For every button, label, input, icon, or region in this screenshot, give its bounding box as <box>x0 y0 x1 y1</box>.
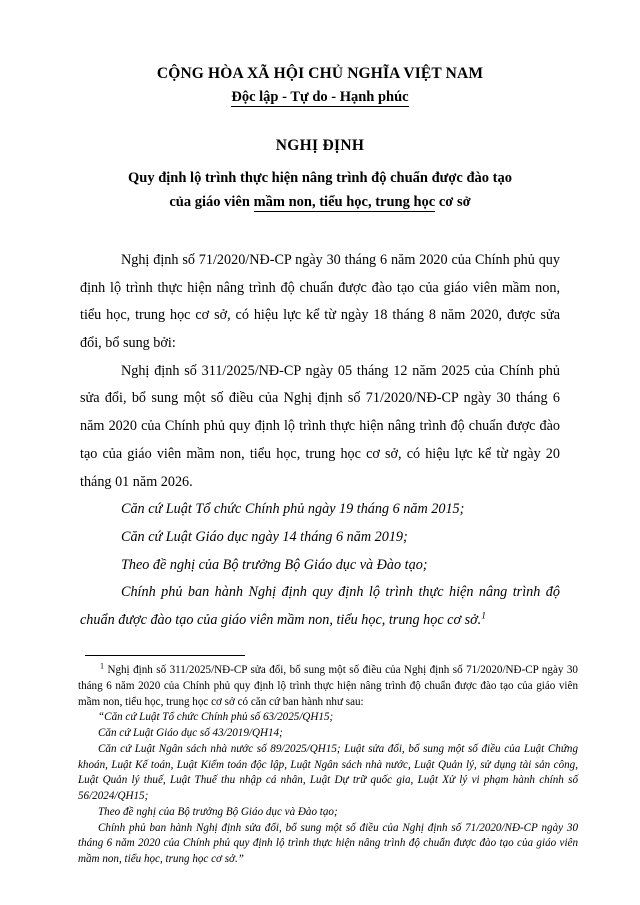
footnote-intro-text: Nghị định số 311/2025/NĐ-CP sửa đổi, bổ sung một số điều của Nghị định số 71/2020/NĐ-CP ngày 30 tháng 6 năm 2020 của Chính phủ quy định lộ trình thực hiện nâng trình độ chuẩn được đào tạo của giáo viên mầm non, tiểu học, trung học cơ sở có căn cứ ban hành như sau: <box>78 664 578 708</box>
document-type-heading: NGHỊ ĐỊNH <box>275 137 365 154</box>
footnote-quoted-line-2: Căn cứ Luật Giáo dục số 43/2019/QH14; <box>98 727 283 739</box>
promulgation-clause-text: Chính phủ ban hành Nghị định quy định lộ trình thực hiện nâng trình độ chuẩn được đào tạo của giáo viên mầm non, tiểu học, trung học cơ sở. <box>80 584 560 628</box>
legal-basis-clause-1: Căn cứ Luật Tổ chức Chính phủ ngày 19 tháng 6 năm 2015; <box>121 501 465 518</box>
footnote-quoted-line-5: Chính phủ ban hành Nghị định sửa đổi, bổ sung một số điều của Nghị định số 71/2020/NĐ-CP ngày 30 tháng 6 năm 2020 của Chính phủ quy định lộ trình thực hiện nâng trình độ chuẩn được đào tạo của giáo viên mầm non, tiểu học, trung học cơ sở.” <box>78 821 578 865</box>
footnote-section <box>78 655 578 868</box>
proposal-clause: Theo đề nghị của Bộ trưởng Bộ Giáo dục và Đào tạo; <box>121 556 428 573</box>
subtitle-line-2-underlined: mầm non, tiểu học, trung học <box>253 193 436 210</box>
legal-basis-clause-2: Căn cứ Luật Giáo dục ngày 14 tháng 6 năm 2019; <box>121 528 408 545</box>
footnote-intro <box>78 663 578 710</box>
footnote-number: 1 <box>100 661 104 671</box>
footnote-separator-rule <box>85 655 245 656</box>
subtitle-line-2-prefix: của giáo viên <box>169 193 254 210</box>
document-subtitle <box>60 167 580 214</box>
footnote-quoted-line-3: Căn cứ Luật Ngân sách nhà nước số 89/2025/QH15; Luật sửa đổi, bổ sung một số điều của Luật Chứng khoán, Luật Kế toán, Luật Kiểm toán độc lập, Luật Ngân sách nhà nước, Luật Quản lý, sử dụng tài sản công, Luật Quản lý thuế, Luật Thuế thu nhập cá nhân, Luật Dự trữ quốc gia, Luật Xử lý vi phạm hành chính số 56/2024/QH15; <box>78 742 578 802</box>
title-block <box>60 136 580 214</box>
footnote-reference-marker[interactable]: 1 <box>481 611 486 622</box>
footnote-quoted-line-4: Theo đề nghị của Bộ trưởng Bộ Giáo dục và Đào tạo; <box>98 805 338 818</box>
footnote-quoted-line-1: “Căn cứ Luật Tổ chức Chính phủ số 63/2025/QH15; <box>98 711 334 724</box>
country-name: CỘNG HÒA XÃ HỘI CHỦ NGHĨA VIỆT NAM <box>156 65 484 82</box>
national-motto <box>0 88 640 108</box>
national-motto-text: Độc lập - Tự do - Hạnh phúc <box>231 88 409 105</box>
promulgation-clause <box>80 579 560 634</box>
body-paragraph-2: Nghị định số 311/2025/NĐ-CP ngày 05 tháng 12 năm 2025 của Chính phủ sửa đổi, bổ sung một số điều của Nghị định số 71/2020/NĐ-CP ngày 30 tháng 6 năm 2020 của Chính phủ quy định lộ trình thực hiện nâng trình độ chuẩn được đào tạo của giáo viên mầm non, tiểu học, trung học cơ sở, có hiệu lực kể từ ngày 20 tháng 01 năm 2026. <box>80 362 560 490</box>
document-body <box>80 247 560 635</box>
subtitle-line-1: Quy định lộ trình thực hiện nâng trình độ chuẩn được đào tạo <box>127 170 512 187</box>
subtitle-line-2-suffix: cơ sở <box>435 193 471 210</box>
subtitle-line-2 <box>60 191 580 214</box>
body-paragraph-1: Nghị định số 71/2020/NĐ-CP ngày 30 tháng 6 năm 2020 của Chính phủ quy định lộ trình thực hiện nâng trình độ chuẩn được đào tạo của giáo viên mầm non, tiểu học, trung học cơ sở, có hiệu lực kể từ ngày 18 tháng 8 năm 2020, được sửa đổi, bổ sung bởi: <box>80 252 560 352</box>
national-header <box>0 64 640 107</box>
